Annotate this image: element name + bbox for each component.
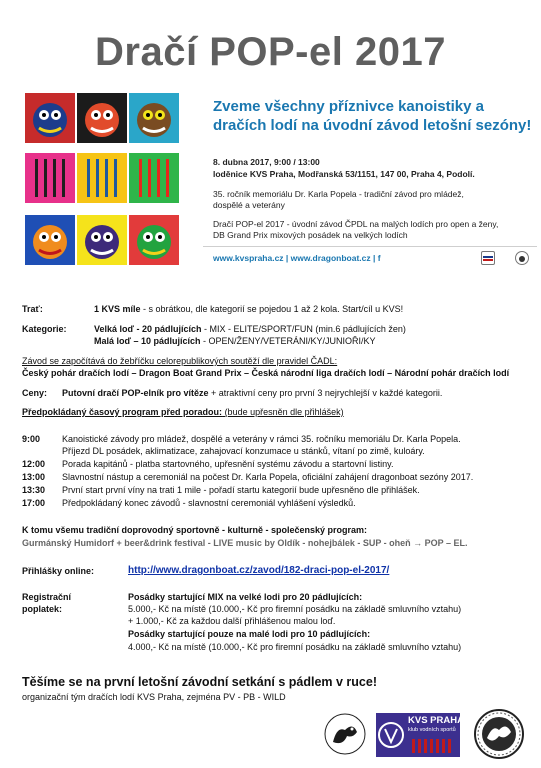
organizer-note: organizační tým dračích lodí KVS Praha, zejména PV - PB - WILD [22,692,286,702]
mix-fee-extra: + 1.000,- Kč za každou další přihlášenou malou loď. [128,616,336,626]
schedule-time: 13:00 [22,472,46,482]
paddles-tile-icon [129,153,179,203]
schedule-text: Předpokládaný konec závodů - slavnostní ceremoniál vyhlášení výsledků. [62,498,356,508]
divider [203,246,537,247]
dragon-club-logo-icon [323,712,367,756]
flag-logo-icon [481,251,495,265]
program-title: Předpokládaný časový program před poradou: [22,407,223,417]
kategorie-label: Kategorie: [22,324,67,334]
trat-row [22,304,43,315]
dragon-face-tile-icon [25,93,75,143]
program-note: (bude upřesněn dle přihlášek) [222,407,344,417]
ceny-label: Ceny: [22,388,48,398]
schedule-time: 13:30 [22,485,46,495]
schedule-time: 12:00 [22,459,46,469]
program2-items: Gurmánský Humidorf + beer&drink festival - LIVE music by Oldík - nohejbálek - SUP - oheň → POP – EL. [22,538,468,548]
schedule-time: 17:00 [22,498,46,508]
small-heading: Posádky startující pouze na malé lodi pro 10 pádlujících: [128,629,371,639]
small-fee: 4.000,- Kč na místě (10.000,- Kč pro firemní posádku na základě smluvního vztahu) [128,642,462,652]
banner-description: Dračí POP-el 2017 - úvodní závod ČPDL na malých lodích pro open a ženy, [213,219,499,229]
trat-value [94,304,403,315]
mala-lod: Malá loď – 10 pádlujících [94,336,201,346]
schedule-text: Kanoistické závody pro mládež, dospělé a veterány v rámci 35. ročníku memoriálu Dr. Karla Popela. [62,434,461,444]
kategorie-mala [94,336,376,347]
page-title: Dračí POP-el 2017 [95,30,446,74]
zavod-cups: Český pohár dračích lodí – Dragon Boat Grand Prix – Česká národní liga dračích lodí – Národní pohár dračích lodí [22,368,510,378]
banner-memorial: dospělé a veterány [213,200,285,210]
kvs-logo-icon [376,713,464,757]
dragon-face-tile-icon [129,93,179,143]
velka-lod: Velká loď - 20 pádlujících [94,324,202,334]
dragon-face-tile-icon [77,215,127,265]
banner-text-panel [203,93,537,271]
schedule-time: 9:00 [22,434,41,444]
prihlasky-label: Přihlášky online: [22,566,95,576]
schedule-text: Příjezd DL posádek, aklimatizace, zahajovací konzumace u stánků, vítaní po zimě, kuloáry. [62,446,425,456]
schedule-text: Slavnostní nástup a ceremoniál na počest Dr. Karla Popela, oficiální zahájení dragonboat sezóny 2017. [62,472,474,482]
banner-memorial: 35. ročník memoriálu Dr. Karla Popela - tradiční závod pro mládež, [213,189,464,199]
dragon-face-tile-icon [25,215,75,265]
mala-lod-classes: - OPEN/ŽENY/VETERÁNI/KY/JUNIOŘI/KY [200,336,376,346]
round-club-logo-icon [473,708,525,760]
trat-label: Trať: [22,304,43,314]
event-banner [25,93,537,271]
ceny-value [62,388,442,399]
ceny-other: + atraktivní ceny pro první 3 nejrychlejší v každé kategorii. [208,388,443,398]
program2-heading: K tomu všemu tradiční doprovodný sportovně - kulturně - společenský program: [22,525,368,535]
trat-description: - s obrátkou, dle kategorií se pojedou 1 až 2 kola. Start/cíl u KVS! [140,304,404,314]
ceny-trophy: Putovní dračí POP-elník pro vítěze [62,388,209,398]
kvs-logo-text: KVS PRAHA [408,715,464,726]
banner-headline-line: Zveme všechny příznivce kanoistiky a [213,98,484,115]
banner-headline-line: dračích lodí na úvodní závod letošní sezóny! [213,117,532,134]
banner-description: DB Grand Prix mixových posádek na velkých lodích [213,230,408,240]
kvs-logo-subtext: klub vodních sportů [408,727,456,733]
schedule-text: Porada kapitánů - platba startovného, upřesnění systému závodu a startovní listiny. [62,459,394,469]
schedule-text: První start první víny na trati 1 mile - pořadí startu kategorií bude upřesněno dle přihlášek. [62,485,420,495]
round-emblem-icon [515,251,529,265]
banner-venue: loděnice KVS Praha, Modřanská 53/1151, 147 00, Praha 4, Podolí. [213,169,475,179]
zavod-intro: Závod se započítává do žebříčku celorepublikových soutěží dle pravidel ČADL: [22,356,338,366]
trat-distance: 1 KVS míle [94,304,141,314]
dragon-face-tile-icon [129,215,179,265]
paddles-tile-icon [25,153,75,203]
banner-links[interactable]: www.kvspraha.cz | www.dragonboat.cz | f [213,253,381,263]
dragon-face-tile-icon [77,93,127,143]
program-heading [22,407,344,418]
registration-link[interactable]: http://www.dragonboat.cz/zavod/182-draci-pop-el-2017/ [128,565,390,576]
banner-date: 8. dubna 2017, 9:00 / 13:00 [213,157,320,167]
kategorie-velka [94,324,406,335]
poplatek-label: poplatek: [22,604,63,614]
mix-heading: Posádky startující MIX na velké lodi pro 20 pádlujících: [128,592,363,602]
poplatek-label: Registrační [22,592,72,602]
closing-headline: Těšíme se na první letošní závodní setkání s pádlem v ruce! [22,675,377,689]
paddles-tile-icon [77,153,127,203]
mix-fee: 5.000,- Kč na místě (10.000,- Kč pro firemní posádku na základě smluvního vztahu) [128,604,462,614]
banner-headline [213,97,533,135]
velka-lod-classes: - MIX - ELITE/SPORT/FUN (min.6 pádlujících žen) [201,324,406,334]
